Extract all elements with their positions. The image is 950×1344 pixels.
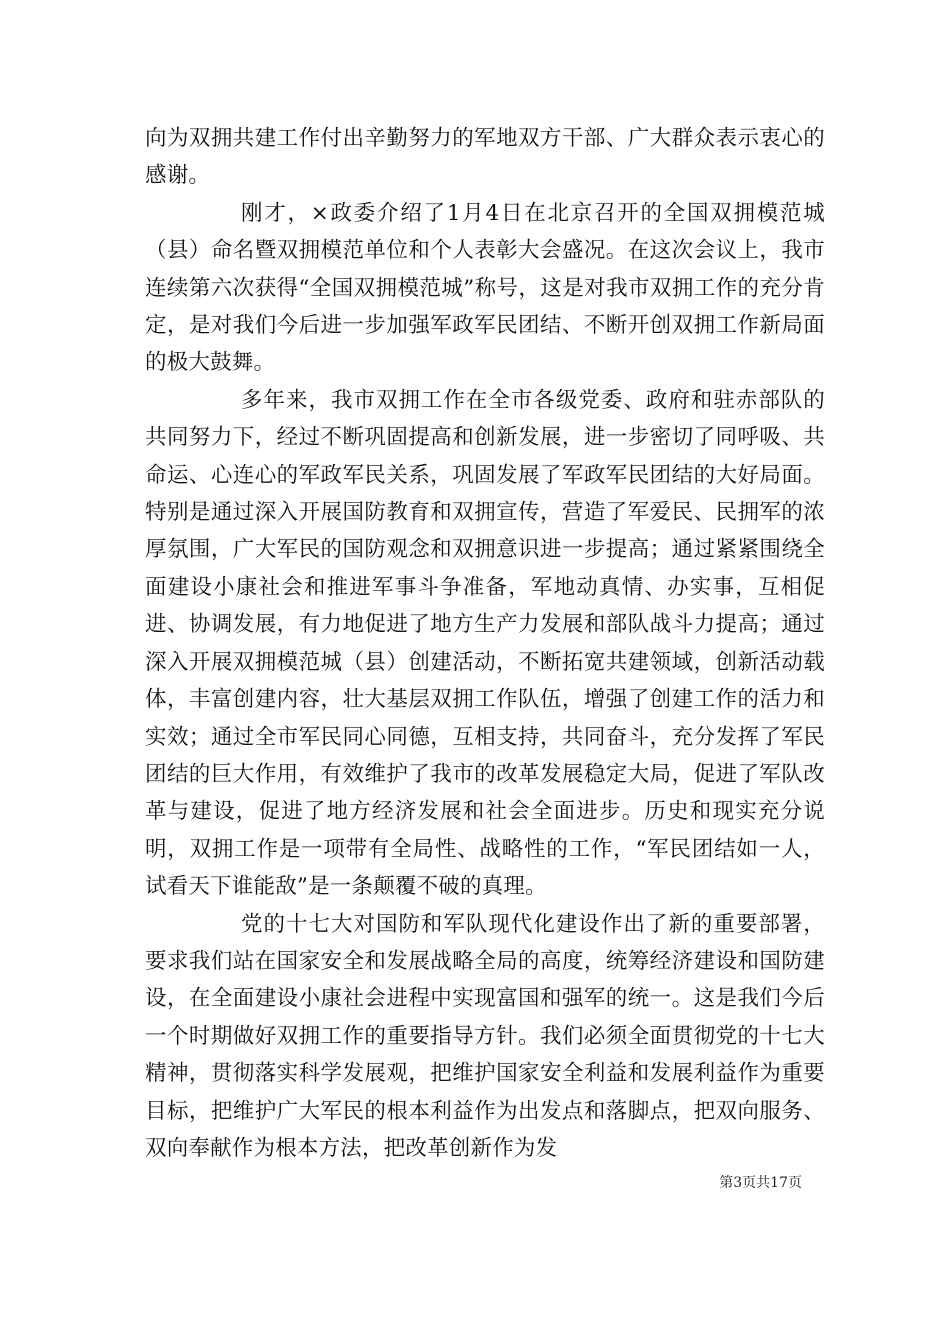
paragraph-guidance: 党的十七大对国防和军队现代化建设作出了新的重要部署，要求我们站在国家安全和发展战略全局的高度，统筹经济建设和国防建设，在全面建设小康社会进程中实现富国和强军的统一。这是我们今后一个时期做好双拥工作的重要指导方针。我们必须全面贯彻党的十七大精神，贯彻落实科学发展观，把维护国家安全利益和发展利益作为重要目标，把维护广大军民的根本利益作为出发点和落脚点，把双向服务、双向奉献作为根本方法，把改革创新作为发: [145, 911, 825, 1161]
paragraph-award-announcement: 刚才，×政委介绍了1月4日在北京召开的全国双拥模范城（县）命名暨双拥模范单位和个人表彰大会盛况。在这次会议上，我市连续第六次获得“全国双拥模范城”称号，这是对我市双拥工作的充分肯定，是对我们今后进一步加强军政军民团结、不断开创双拥工作新局面的极大鼓舞。: [145, 200, 825, 376]
paragraph-continuation: 向为双拥共建工作付出辛勤努力的军地双方干部、广大群众表示衷心的感谢。: [145, 126, 825, 189]
document-body: [145, 120, 825, 1167]
page-number-footer: 第3页共17页: [719, 1175, 802, 1191]
paragraph-achievements: 多年来，我市双拥工作在全市各级党委、政府和驻赤部队的共同努力下，经过不断巩固提高和创新发展，进一步密切了同呼吸、共命运、心连心的军政军民关系，巩固发展了军政军民团结的大好局面。特别是通过深入开展国防教育和双拥宣传，营造了军爱民、民拥军的浓厚氛围，广大军民的国防观念和双拥意识进一步提高；通过紧紧围绕全面建设小康社会和推进军事斗争准备，军地动真情、办实事，互相促进、协调发展，有力地促进了地方生产力发展和部队战斗力提高；通过深入开展双拥模范城（县）创建活动，不断拓宽共建领域，创新活动载体，丰富创建内容，壮大基层双拥工作队伍，增强了创建工作的活力和实效；通过全市军民同心同德，互相支持，共同奋斗，充分发挥了军民团结的巨大作用，有效维护了我市的改革发展稳定大局，促进了军队改革与建设，促进了地方经济发展和社会全面进步。历史和现实充分说明，双拥工作是一项带有全局性、战略性的工作，“军民团结如一人，试看天下谁能敌”是一条颠覆不破的真理。: [145, 387, 825, 900]
